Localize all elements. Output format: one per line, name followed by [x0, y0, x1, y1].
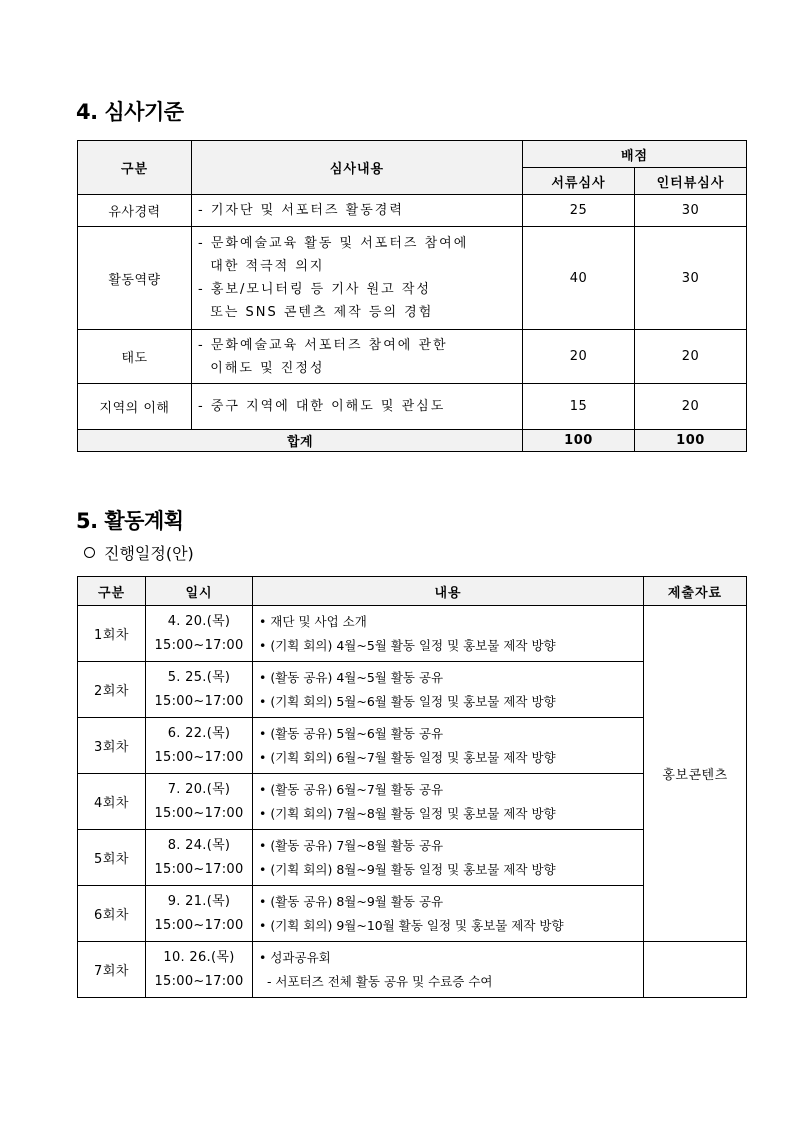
circle-bullet-icon	[84, 547, 95, 558]
header-score: 배점	[523, 141, 747, 168]
header-doc-review: 서류심사	[523, 168, 635, 195]
row-round: 2회차	[78, 662, 146, 718]
submission-empty-cell	[644, 942, 747, 998]
row-date: 6. 22.(목) 15:00~17:00	[146, 718, 253, 774]
row-content: • (활동 공유) 6월~7월 활동 공유 • (기획 회의) 7월~8월 활동 일정 및 홍보물 제작 방향	[253, 774, 644, 830]
row-content: • (활동 공유) 7월~8월 활동 공유 • (기획 회의) 8월~9월 활동 일정 및 홍보물 제작 방향	[253, 830, 644, 886]
row-content: - 기자단 및 서포터즈 활동경력	[192, 195, 523, 227]
row-content: - 문화예술교육 활동 및 서포터즈 참여에 대한 적극적 의지 - 홍보/모니터링 등 기사 원고 작성 또는 SNS 콘텐츠 제작 등의 경험	[192, 227, 523, 330]
total-row	[78, 430, 747, 452]
table-row	[78, 384, 747, 430]
row-date: 5. 25.(목) 15:00~17:00	[146, 662, 253, 718]
row-interview-score: 30	[635, 195, 747, 227]
section-5-title: 5. 활동계획	[76, 509, 184, 533]
row-interview-score: 20	[635, 330, 747, 384]
schedule-subtitle	[84, 541, 194, 564]
row-round: 5회차	[78, 830, 146, 886]
row-category: 활동역량	[78, 227, 192, 330]
row-content: - 중구 지역에 대한 이해도 및 관심도	[192, 384, 523, 430]
row-doc-score: 25	[523, 195, 635, 227]
table-row	[78, 227, 747, 330]
header-category: 구분	[78, 141, 192, 195]
row-interview-score: 30	[635, 227, 747, 330]
total-interview-score: 100	[635, 430, 747, 452]
row-round: 6회차	[78, 886, 146, 942]
table-row	[78, 942, 747, 998]
row-doc-score: 20	[523, 330, 635, 384]
section-4-title: 4. 심사기준	[76, 100, 184, 124]
row-round: 7회차	[78, 942, 146, 998]
row-date: 8. 24.(목) 15:00~17:00	[146, 830, 253, 886]
table-row	[78, 606, 747, 662]
row-round: 1회차	[78, 606, 146, 662]
header-content: 심사내용	[192, 141, 523, 195]
row-interview-score: 20	[635, 384, 747, 430]
row-content: • (활동 공유) 4월~5월 활동 공유 • (기획 회의) 5월~6월 활동 일정 및 홍보물 제작 방향	[253, 662, 644, 718]
submission-cell: 홍보콘텐츠	[644, 606, 747, 942]
row-content: • (활동 공유) 8월~9월 활동 공유 • (기획 회의) 9월~10월 활동 일정 및 홍보물 제작 방향	[253, 886, 644, 942]
table-row	[78, 195, 747, 227]
row-content: • 성과공유회 - 서포터즈 전체 활동 공유 및 수료증 수여	[253, 942, 644, 998]
row-content: - 문화예술교육 서포터즈 참여에 관한 이해도 및 진정성	[192, 330, 523, 384]
evaluation-criteria-table	[77, 140, 747, 452]
row-category: 지역의 이해	[78, 384, 192, 430]
row-category: 태도	[78, 330, 192, 384]
row-doc-score: 15	[523, 384, 635, 430]
row-date: 4. 20.(목) 15:00~17:00	[146, 606, 253, 662]
row-date: 9. 21.(목) 15:00~17:00	[146, 886, 253, 942]
row-date: 10. 26.(목) 15:00~17:00	[146, 942, 253, 998]
row-doc-score: 40	[523, 227, 635, 330]
row-round: 4회차	[78, 774, 146, 830]
row-round: 3회차	[78, 718, 146, 774]
row-content: • 재단 및 사업 소개 • (기획 회의) 4월~5월 활동 일정 및 홍보물 제작 방향	[253, 606, 644, 662]
header-submission: 제출자료	[644, 577, 747, 606]
schedule-subtitle-text: 진행일정(안)	[104, 544, 194, 563]
header-content: 내용	[253, 577, 644, 606]
header-interview: 인터뷰심사	[635, 168, 747, 195]
row-date: 7. 20.(목) 15:00~17:00	[146, 774, 253, 830]
header-round: 구분	[78, 577, 146, 606]
schedule-table	[77, 576, 747, 998]
total-doc-score: 100	[523, 430, 635, 452]
total-label: 합계	[78, 430, 523, 452]
header-date: 일시	[146, 577, 253, 606]
row-category: 유사경력	[78, 195, 192, 227]
row-content: • (활동 공유) 5월~6월 활동 공유 • (기획 회의) 6월~7월 활동 일정 및 홍보물 제작 방향	[253, 718, 644, 774]
table-row	[78, 330, 747, 384]
